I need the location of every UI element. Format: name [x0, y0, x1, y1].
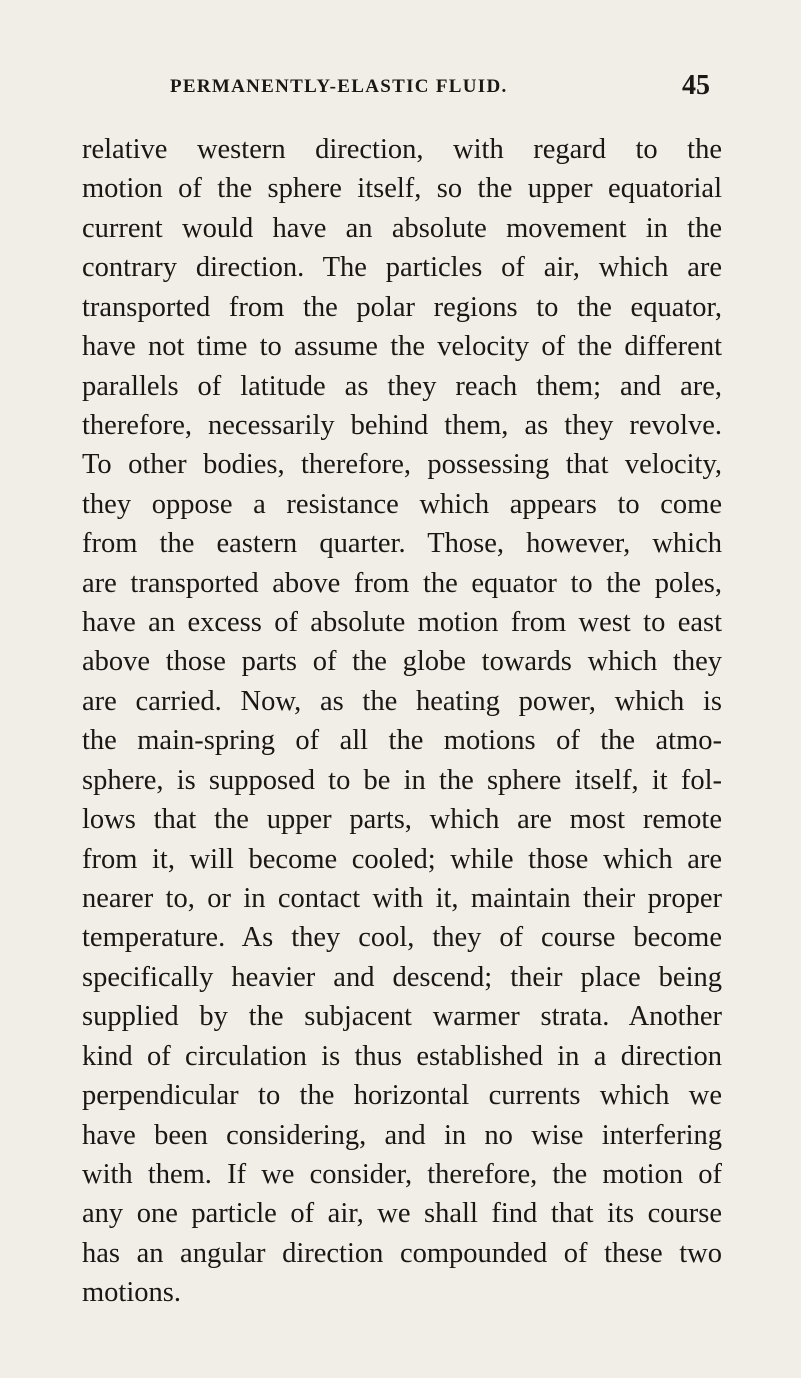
text-line: with them. If we consider, therefore, the motion of: [82, 1158, 722, 1190]
text-line: therefore, necessarily behind them, as they revolve.: [82, 409, 722, 441]
text-line: contrary direction. The particles of air, which are: [82, 252, 722, 284]
page-number: 45: [682, 70, 710, 101]
text-line: above those parts of the globe towards which they: [82, 646, 722, 678]
running-head: [170, 70, 710, 106]
text-line: To other bodies, therefore, possessing that velocity,: [82, 449, 722, 481]
body-text: [82, 130, 722, 1313]
text-line: motions.: [82, 1277, 181, 1309]
text-line: motion of the sphere itself, so the upper equatorial: [82, 173, 722, 205]
text-line: are transported above from the equator to the poles,: [82, 567, 722, 599]
text-line: from it, will become cooled; while those which are: [82, 843, 722, 875]
text-line: from the eastern quarter. Those, however, which: [82, 528, 722, 560]
text-line: parallels of latitude as they reach them; and are,: [82, 370, 722, 402]
text-line: have been considering, and in no wise interfering: [82, 1119, 722, 1151]
text-line: perpendicular to the horizontal currents which we: [82, 1080, 722, 1112]
text-line: supplied by the subjacent warmer strata. Another: [82, 1001, 722, 1033]
text-line: has an angular direction compounded of these two: [82, 1237, 722, 1269]
text-line: kind of circulation is thus established in a direction: [82, 1040, 722, 1072]
text-line: transported from the polar regions to the equator,: [82, 291, 722, 323]
text-line: current would have an absolute movement in the: [82, 212, 722, 244]
text-line: lows that the upper parts, which are most remote: [82, 804, 722, 836]
text-line: are carried. Now, as the heating power, which is: [82, 685, 722, 717]
text-line: relative western direction, with regard to the: [82, 134, 722, 165]
text-line: the main-spring of all the motions of the atmo-: [82, 725, 722, 757]
text-line: specifically heavier and descend; their place being: [82, 961, 722, 993]
text-line: any one particle of air, we shall find that its course: [82, 1198, 722, 1230]
text-line: nearer to, or in contact with it, maintain their proper: [82, 883, 722, 915]
text-line: have an excess of absolute motion from west to east: [82, 607, 722, 639]
text-line: have not time to assume the velocity of the different: [82, 331, 722, 363]
text-line: temperature. As they cool, they of course become: [82, 922, 722, 954]
text-line: they oppose a resistance which appears to come: [82, 488, 722, 520]
text-line: sphere, is supposed to be in the sphere itself, it fol-: [82, 764, 722, 796]
running-title: PERMANENTLY-ELASTIC FLUID.: [170, 76, 508, 97]
